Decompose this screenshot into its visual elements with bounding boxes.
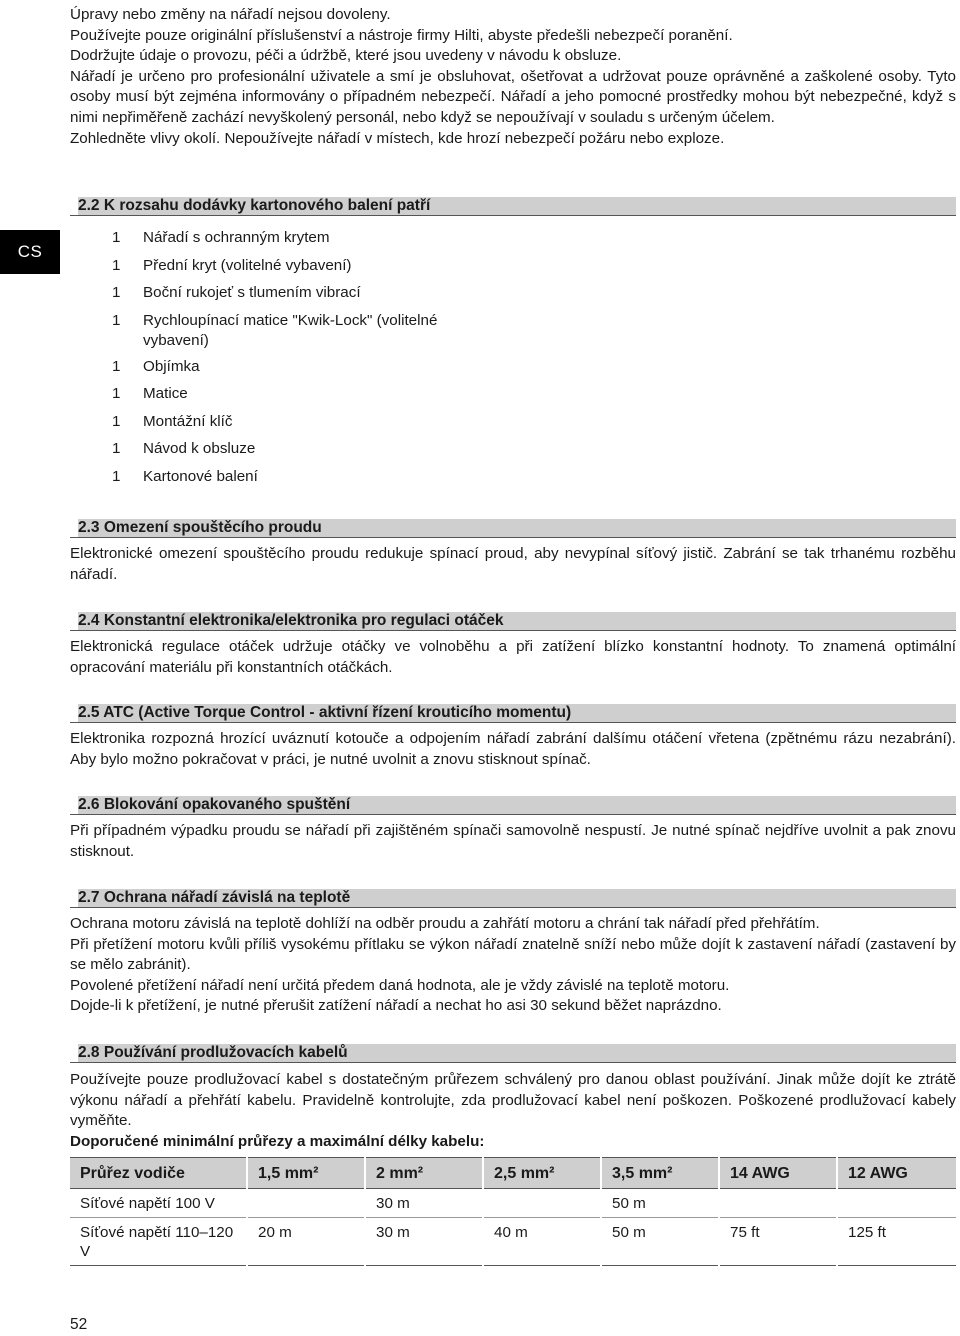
section-2-8-body (70, 1070, 956, 1152)
section-2-6-body (70, 821, 956, 862)
section-2-7-body (70, 914, 956, 1017)
section-2-8-heading (70, 1044, 956, 1063)
paragraph: Povolené přetížení nářadí není určitá předem daná hodnota, ale je vždy závislé na teplotě motoru. (70, 976, 730, 994)
list-item (112, 384, 492, 412)
list-item (112, 283, 492, 311)
section-2-4-body (70, 637, 956, 678)
intro-line: Úpravy nebo změny na nářadí nejsou dovoleny. (70, 6, 391, 23)
section-title: 2.6 Blokování opakovaného spuštění (78, 796, 351, 813)
list-item (112, 311, 492, 357)
intro-text (70, 5, 956, 149)
item-qty: 1 (112, 284, 121, 301)
list-item (112, 412, 492, 440)
section-2-3-body (70, 544, 956, 585)
item-text: Matice (143, 385, 188, 402)
paragraph: Elektronika rozpozná hrozící uváznutí kotouče a odpojením nářadí zabrání dalšímu otáčení vřetena (zpětnému rázu nezabrání). Aby bylo možno pokračovat v práci, je nutné uvolnit a znovu stisknout spínač. (70, 730, 956, 768)
list-item (112, 228, 492, 256)
table-cell: Síťové napětí 100 V (70, 1189, 247, 1218)
header-cell: 2 mm² (365, 1158, 483, 1189)
intro-line: Nářadí je určeno pro profesionální uživatele a smí je obsluhovat, ošetřovat a udržovat pouze oprávněné a zaškolené osoby. Tyto osoby musí být zejména informovány o případném nebezpečí. Nářadí a jeho pomocné prostředky mohou být nebezpečné, když s nimi nepřiměřeně zachází nevyškolený personál, nebo když se nepoužívají v souladu s určeným účelem. (70, 67, 956, 126)
section-title: 2.5 ATC (Active Torque Control - aktivní řízení krouticího momentu) (78, 704, 572, 721)
item-qty: 1 (112, 467, 121, 485)
list-item (112, 467, 492, 495)
cable-table (70, 1157, 956, 1266)
table-cell: Síťové napětí 110–120 V (70, 1218, 247, 1266)
table-cell: 30 m (365, 1189, 483, 1218)
list-item (112, 357, 492, 385)
item-text: Montážní klíč (143, 412, 233, 430)
language-tab: CS (0, 230, 60, 274)
item-text: Rychloupínací matice "Kwik-Lock" (volitelné vybavení) (143, 311, 438, 350)
item-qty: 1 (112, 385, 121, 402)
section-title: 2.2 K rozsahu dodávky kartonového balení patří (78, 197, 431, 214)
header-cell: 14 AWG (719, 1158, 837, 1189)
table-cell: 50 m (601, 1218, 719, 1266)
section-2-3-heading (70, 519, 956, 538)
table-cell: 75 ft (719, 1218, 837, 1266)
header-cell: 3,5 mm² (601, 1158, 719, 1189)
table-cell: 20 m (247, 1218, 365, 1266)
paragraph: Při přetížení motoru kvůli příliš vysokému přítlaku se výkon nářadí znatelně sníží nebo může dojít k zastavení nářadí (zastavení by se mělo zabránit). (70, 935, 956, 974)
table-caption: Doporučené minimální průřezy a maximální délky kabelu: (70, 1132, 485, 1150)
intro-line: Používejte pouze originální příslušenství a nástroje firmy Hilti, abyste předešli nebezpečí poranění. (70, 26, 733, 44)
item-text: Přední kryt (volitelné vybavení) (143, 256, 352, 274)
paragraph: Ochrana motoru závislá na teplotě dohlíží na odběr proudu a zahřátí motoru a chrání tak nářadí před přehřátím. (70, 915, 820, 932)
paragraph: Elektronické omezení spouštěcího proudu redukuje spínací proud, aby nevypínal síťový jistič. Zabrání se tak trhanému rozběhu nářadí. (70, 545, 956, 583)
item-text: Nářadí s ochranným krytem (143, 229, 330, 246)
section-2-6-heading (70, 796, 956, 815)
header-cell: Průřez vodiče (70, 1158, 247, 1189)
page-number: 52 (70, 1316, 88, 1333)
table-cell (247, 1189, 365, 1218)
section-2-2-heading (70, 197, 956, 216)
item-text: Boční rukojeť s tlumením vibrací (143, 284, 361, 301)
header-cell: 1,5 mm² (247, 1158, 365, 1189)
item-text: Návod k obsluze (143, 440, 256, 457)
delivery-list (112, 228, 492, 494)
table-cell: 125 ft (837, 1218, 956, 1266)
table-cell (719, 1189, 837, 1218)
list-item (112, 439, 492, 467)
table-row (70, 1218, 956, 1266)
table-cell: 50 m (601, 1189, 719, 1218)
section-title: 2.8 Používání prodlužovacích kabelů (78, 1044, 348, 1061)
section-title: 2.7 Ochrana nářadí závislá na teplotě (78, 889, 351, 906)
table-cell (837, 1189, 956, 1218)
item-text: Kartonové balení (143, 467, 258, 485)
header-cell: 12 AWG (837, 1158, 956, 1189)
intro-line: Dodržujte údaje o provozu, péči a údržbě, které jsou uvedeny v návodu k obsluze. (70, 47, 622, 65)
paragraph: Elektronická regulace otáček udržuje otáčky ve volnoběhu a při zatížení blízko konstantní hodnoty. To znamená optimální opracování materiálu při konstantních otáčkách. (70, 638, 956, 676)
item-qty: 1 (112, 412, 121, 430)
list-item (112, 256, 492, 284)
paragraph: Při případném výpadku proudu se nářadí při zajištěném spínači samovolně nespustí. Je nutné spínač nejdříve uvolnit a pak znovu stisknout. (70, 822, 956, 860)
item-qty: 1 (112, 229, 121, 246)
item-qty: 1 (112, 311, 121, 329)
table-cell: 40 m (483, 1218, 601, 1266)
section-2-5-heading (70, 704, 956, 723)
paragraph: Dojde-li k přetížení, je nutné přerušit zatížení nářadí a nechat ho asi 30 sekund běžet naprázdno. (70, 997, 722, 1015)
section-2-5-body (70, 729, 956, 770)
item-text: Objímka (143, 357, 200, 375)
section-2-7-heading (70, 889, 956, 908)
section-title: 2.4 Konstantní elektronika/elektronika pro regulaci otáček (78, 612, 504, 629)
header-cell: 2,5 mm² (483, 1158, 601, 1189)
table-header-row (70, 1158, 956, 1189)
item-qty: 1 (112, 256, 121, 274)
item-qty: 1 (112, 440, 121, 457)
paragraph: Používejte pouze prodlužovací kabel s dostatečným průřezem schválený pro danou oblast používání. Jinak může dojít ke ztrátě výkonu nářadí a přehřátí kabelu. Pravidelně kontrolujte, zda prodlužovací kabel není poškozen. Poškozené prodlužovací kabely vyměňte. (70, 1071, 956, 1130)
table-cell: 30 m (365, 1218, 483, 1266)
item-qty: 1 (112, 357, 121, 375)
table-row (70, 1189, 956, 1218)
intro-line: Zohledněte vlivy okolí. Nepoužívejte nářadí v místech, kde hrozí nebezpečí požáru nebo exploze. (70, 129, 725, 147)
table-cell (483, 1189, 601, 1218)
section-2-4-heading (70, 612, 956, 631)
section-title: 2.3 Omezení spouštěcího proudu (78, 519, 322, 536)
